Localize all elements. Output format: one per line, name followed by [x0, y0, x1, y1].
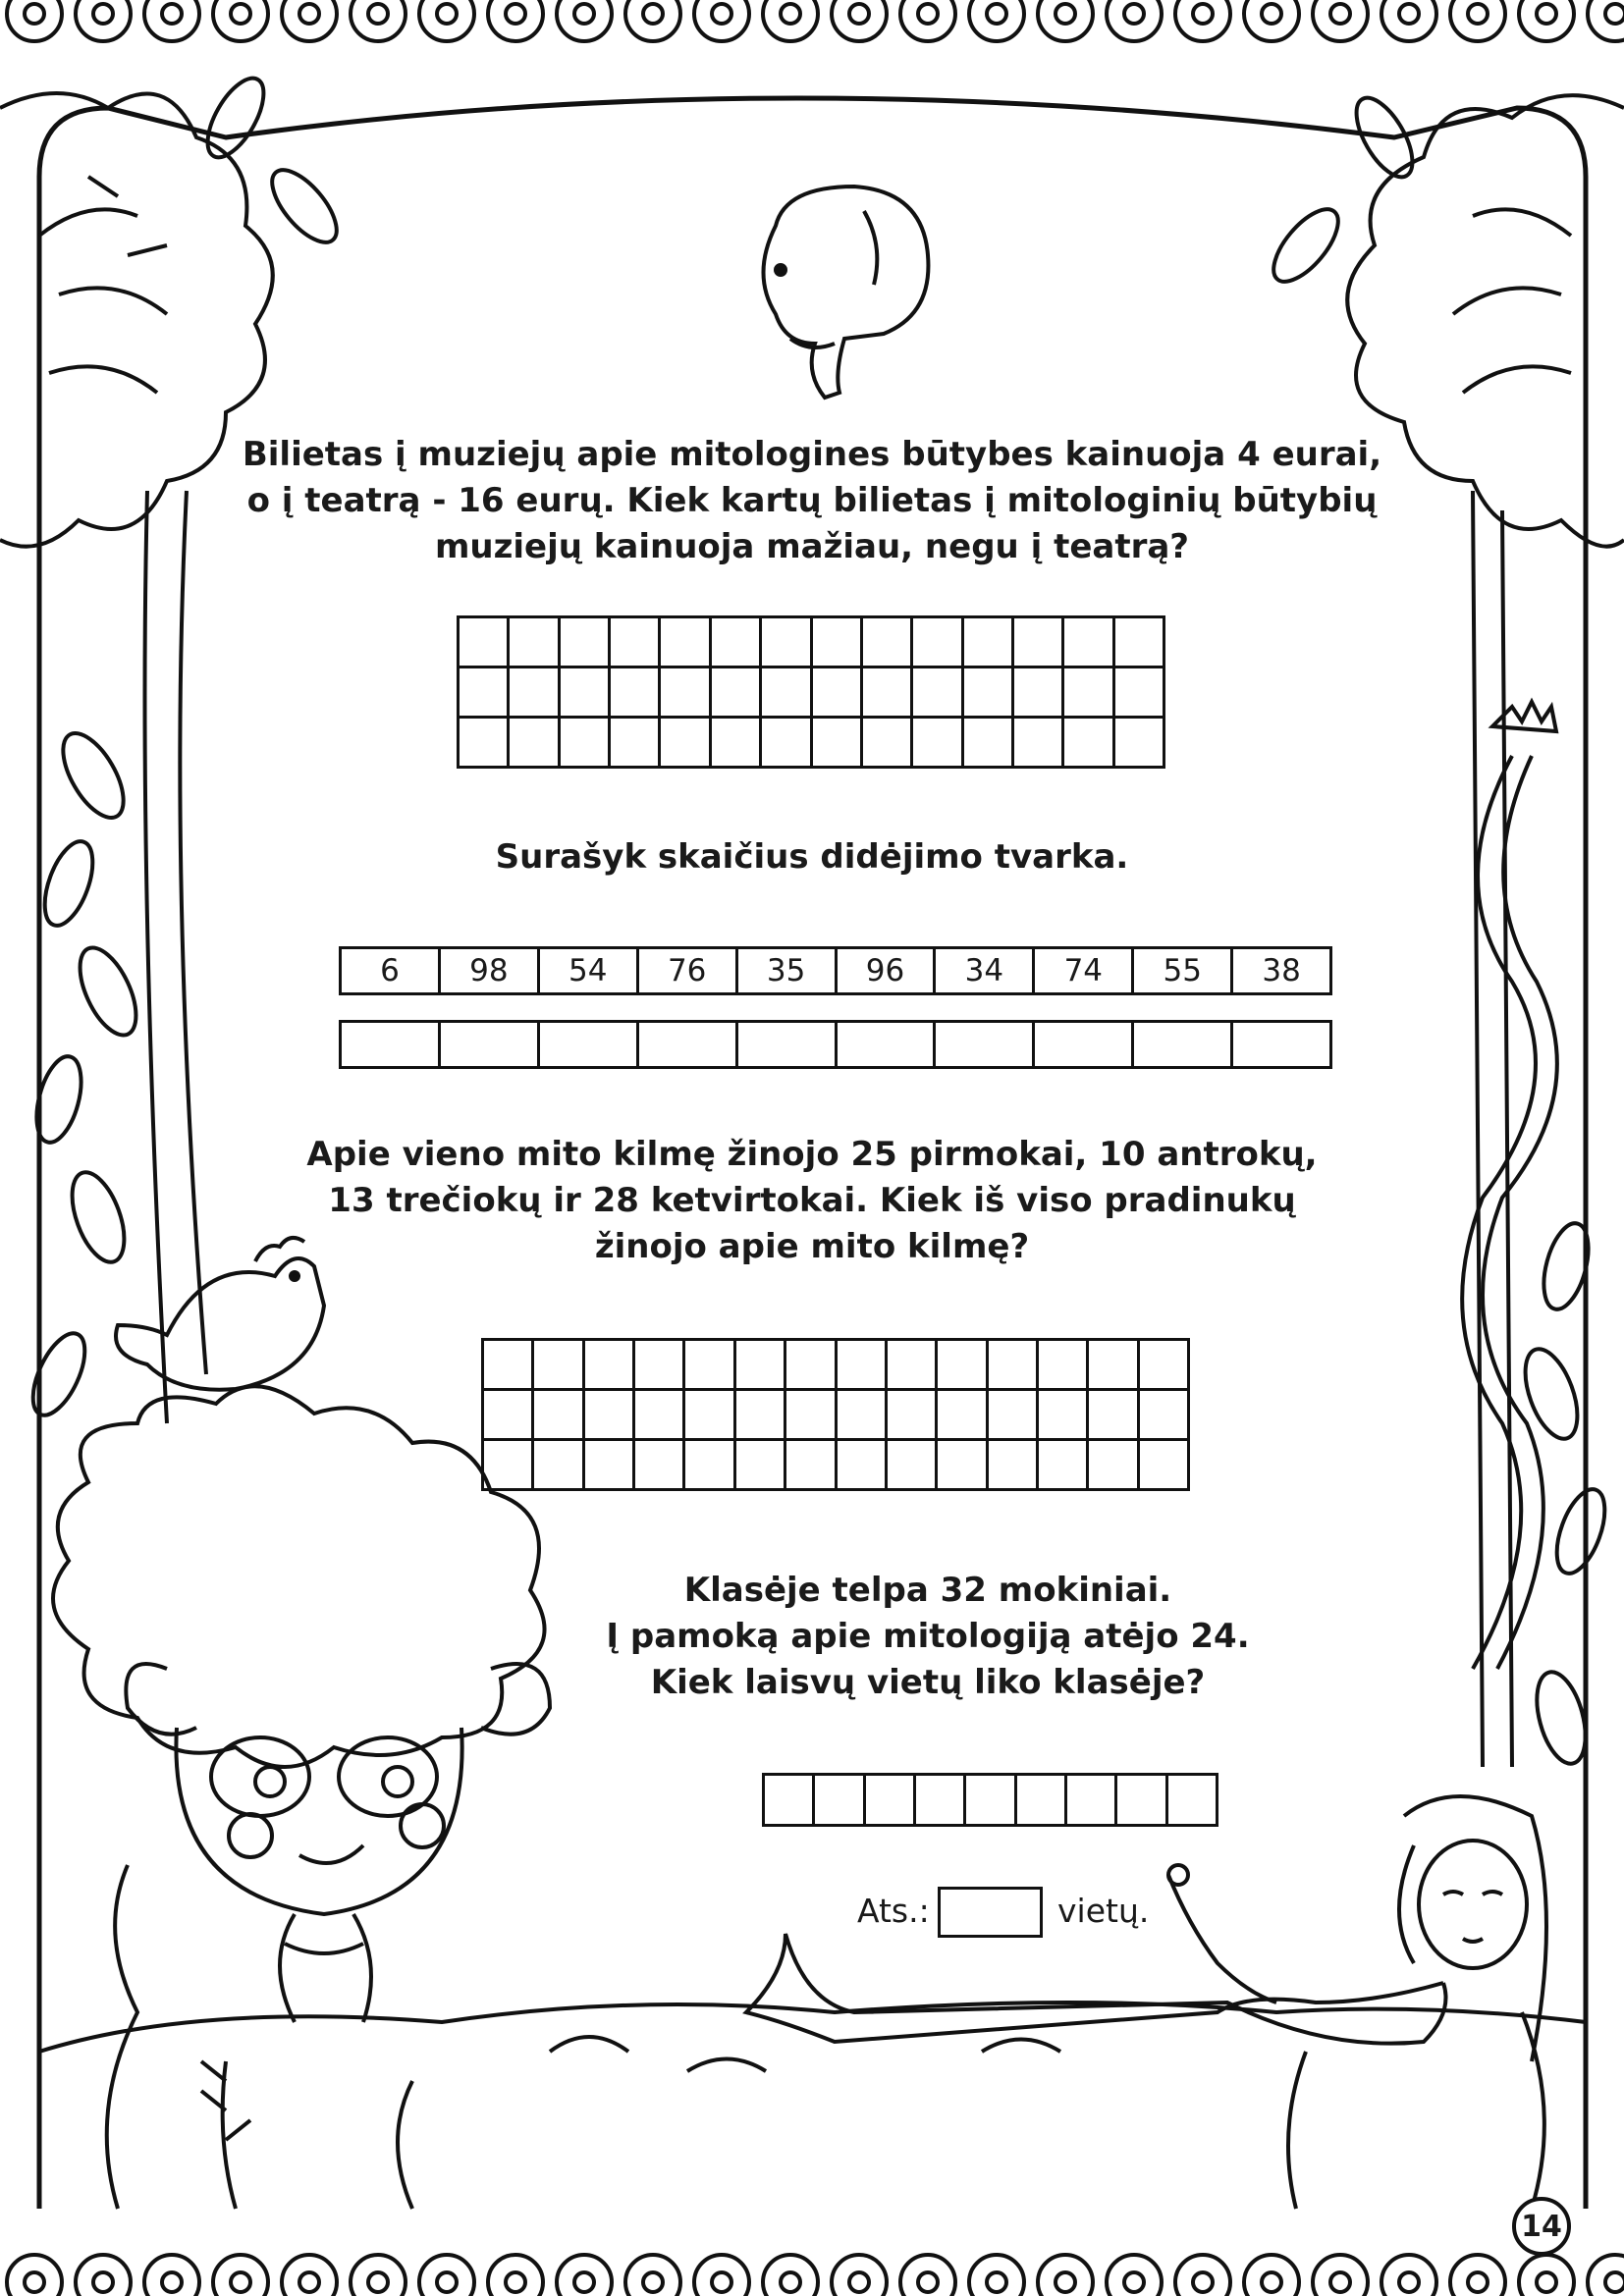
answer-box[interactable] — [938, 1887, 1043, 1938]
grid-cell[interactable] — [534, 1441, 584, 1491]
grid-cell[interactable] — [484, 1441, 534, 1491]
grid-cell[interactable] — [1039, 1441, 1089, 1491]
grid-cell[interactable] — [1168, 1776, 1218, 1827]
question-2-answer-row[interactable] — [339, 1020, 1332, 1069]
question-2-title: Surašyk skaičius didėjimo tvarka. — [495, 837, 1129, 877]
question-1-line: Bilietas į muziejų apie mitologines būtybes kainuoja 4 eurai, — [242, 435, 1382, 474]
number-cell: 74 — [1035, 949, 1134, 992]
grid-cell[interactable] — [1014, 719, 1064, 769]
grid-cell[interactable] — [736, 1391, 786, 1441]
grid-cell[interactable] — [888, 1441, 938, 1491]
grid-cell[interactable] — [1089, 1391, 1139, 1441]
number-cell: 55 — [1134, 949, 1233, 992]
grid-cell[interactable] — [712, 618, 762, 668]
left-tree-trunk — [145, 491, 207, 1423]
page-number: 14 — [1512, 2197, 1571, 2256]
grid-cell[interactable] — [813, 719, 863, 769]
grid-cell[interactable] — [1014, 618, 1064, 668]
faun-icon — [53, 1386, 550, 2022]
question-3-line: žinojo apie mito kilmę? — [594, 1227, 1030, 1266]
grid-cell[interactable] — [460, 668, 510, 719]
grid-cell[interactable] — [561, 719, 611, 769]
leaf-decorations — [23, 70, 1614, 1769]
grid-cell[interactable] — [1140, 1391, 1190, 1441]
grid-cell[interactable] — [964, 618, 1014, 668]
grid-cell[interactable] — [534, 1391, 584, 1441]
grid-cell[interactable] — [989, 1441, 1039, 1491]
question-1-line: muziejų kainuoja mažiau, negu į teatrą? — [434, 527, 1190, 566]
top-ornament-border — [7, 0, 1624, 41]
question-4-line: Kiek laisvų vietų liko klasėje? — [650, 1663, 1206, 1702]
grid-cell[interactable] — [786, 1441, 837, 1491]
grid-cell[interactable] — [611, 618, 661, 668]
bottom-ornament-border — [7, 2255, 1624, 2296]
grid-cell[interactable] — [685, 1391, 735, 1441]
number-cell: 76 — [639, 949, 738, 992]
grid-cell[interactable] — [635, 1441, 685, 1491]
grid-cell[interactable] — [712, 719, 762, 769]
grid-cell[interactable] — [838, 1341, 888, 1391]
grid-cell[interactable] — [863, 618, 913, 668]
grid-cell[interactable] — [786, 1391, 837, 1441]
grid-cell[interactable] — [966, 1776, 1016, 1827]
grid-cell[interactable] — [1017, 1776, 1067, 1827]
answer-cell[interactable] — [838, 1023, 937, 1066]
grid-cell[interactable] — [561, 618, 611, 668]
question-3-answer-grid[interactable] — [481, 1338, 1190, 1491]
grid-cell[interactable] — [863, 668, 913, 719]
question-1-line: o į teatrą - 16 eurų. Kiek kartų bilietas į mitologinių būtybių — [246, 481, 1378, 520]
answer-cell[interactable] — [1134, 1023, 1233, 1066]
grid-cell[interactable] — [661, 719, 711, 769]
grid-cell[interactable] — [838, 1441, 888, 1491]
grid-cell[interactable] — [685, 1341, 735, 1391]
grid-cell[interactable] — [712, 668, 762, 719]
grid-cell[interactable] — [635, 1391, 685, 1441]
grid-cell[interactable] — [585, 1391, 635, 1441]
right-tree-trunk — [1473, 491, 1512, 1767]
elephant-head-icon — [764, 187, 929, 398]
grid-cell[interactable] — [938, 1391, 988, 1441]
grid-cell[interactable] — [938, 1441, 988, 1491]
grid-cell[interactable] — [1014, 668, 1064, 719]
grid-cell[interactable] — [964, 668, 1014, 719]
grid-cell[interactable] — [815, 1776, 865, 1827]
question-3-line: 13 trečiokų ir 28 ketvirtokai. Kiek iš viso pradinukų — [328, 1181, 1296, 1220]
grid-cell[interactable] — [762, 668, 812, 719]
grid-cell[interactable] — [786, 1341, 837, 1391]
grid-cell[interactable] — [888, 1391, 938, 1441]
grid-cell[interactable] — [838, 1391, 888, 1441]
grid-cell[interactable] — [510, 668, 560, 719]
grid-cell[interactable] — [1115, 618, 1165, 668]
number-cell: 98 — [441, 949, 540, 992]
grid-cell[interactable] — [866, 1776, 916, 1827]
grid-cell[interactable] — [1039, 1341, 1089, 1391]
grid-cell[interactable] — [460, 719, 510, 769]
question-1-answer-grid[interactable] — [457, 615, 1165, 769]
grid-cell[interactable] — [913, 618, 963, 668]
grid-cell[interactable] — [989, 1391, 1039, 1441]
grid-cell[interactable] — [863, 719, 913, 769]
answer-cell[interactable] — [738, 1023, 838, 1066]
grid-cell[interactable] — [762, 618, 812, 668]
grid-cell[interactable] — [611, 668, 661, 719]
grid-cell[interactable] — [1089, 1441, 1139, 1491]
answer-cell[interactable] — [936, 1023, 1035, 1066]
question-4-answer-grid[interactable] — [762, 1773, 1218, 1827]
grid-cell[interactable] — [1064, 668, 1114, 719]
grid-cell[interactable] — [460, 618, 510, 668]
answer-cell[interactable] — [1035, 1023, 1134, 1066]
grid-cell[interactable] — [685, 1441, 735, 1491]
grid-cell[interactable] — [510, 719, 560, 769]
grid-cell[interactable] — [484, 1341, 534, 1391]
grid-cell[interactable] — [1089, 1341, 1139, 1391]
grid-cell[interactable] — [813, 618, 863, 668]
grid-cell[interactable] — [762, 719, 812, 769]
question-2-number-row — [339, 946, 1332, 995]
answer-cell[interactable] — [540, 1023, 639, 1066]
question-3-text — [177, 1132, 1447, 1270]
question-4-line: Klasėje telpa 32 mokiniai. — [683, 1571, 1172, 1610]
grid-cell[interactable] — [585, 1341, 635, 1391]
answer-suffix: vietų. — [1057, 1892, 1150, 1930]
grid-cell[interactable] — [736, 1441, 786, 1491]
question-3-line: Apie vieno mito kilmę žinojo 25 pirmokai, 10 antrokų, — [306, 1135, 1318, 1174]
question-1-text — [177, 432, 1447, 570]
answer-cell[interactable] — [342, 1023, 441, 1066]
number-cell: 34 — [936, 949, 1035, 992]
answer-cell[interactable] — [639, 1023, 738, 1066]
grid-cell[interactable] — [813, 668, 863, 719]
grid-cell[interactable] — [534, 1341, 584, 1391]
grid-cell[interactable] — [510, 618, 560, 668]
grid-cell[interactable] — [1039, 1391, 1089, 1441]
grid-cell[interactable] — [916, 1776, 966, 1827]
answer-cell[interactable] — [441, 1023, 540, 1066]
grid-cell[interactable] — [938, 1341, 988, 1391]
number-cell: 54 — [540, 949, 639, 992]
grid-cell[interactable] — [484, 1391, 534, 1441]
grid-cell[interactable] — [1064, 719, 1114, 769]
answer-cell[interactable] — [1233, 1023, 1329, 1066]
grid-cell[interactable] — [964, 719, 1014, 769]
question-4-text — [589, 1568, 1267, 1706]
grid-cell[interactable] — [913, 719, 963, 769]
grid-cell[interactable] — [1115, 719, 1165, 769]
grid-cell[interactable] — [1067, 1776, 1117, 1827]
number-cell: 38 — [1262, 953, 1301, 988]
grid-cell[interactable] — [888, 1341, 938, 1391]
grid-cell[interactable] — [913, 668, 963, 719]
grid-cell[interactable] — [1064, 618, 1114, 668]
grid-cell[interactable] — [635, 1341, 685, 1391]
grid-cell[interactable] — [611, 719, 661, 769]
number-cell: 35 — [738, 949, 838, 992]
grid-cell[interactable] — [1140, 1341, 1190, 1391]
grid-cell[interactable] — [561, 668, 611, 719]
question-4-line: Į pamoką apie mitologiją atėjo 24. — [606, 1617, 1250, 1656]
grid-cell[interactable] — [736, 1341, 786, 1391]
grid-cell[interactable] — [989, 1341, 1039, 1391]
ground-hills — [39, 2002, 1586, 2052]
grid-cell[interactable] — [1140, 1441, 1190, 1491]
grid-cell[interactable] — [661, 668, 711, 719]
number-cell: 96 — [838, 949, 937, 992]
grid-cell[interactable] — [1117, 1776, 1167, 1827]
number-cell: 6 — [342, 949, 441, 992]
grid-cell[interactable] — [1115, 668, 1165, 719]
answer-prefix: Ats.: — [857, 1892, 930, 1930]
grid-cell[interactable] — [585, 1441, 635, 1491]
grid-cell[interactable] — [765, 1776, 815, 1827]
grid-cell[interactable] — [661, 618, 711, 668]
